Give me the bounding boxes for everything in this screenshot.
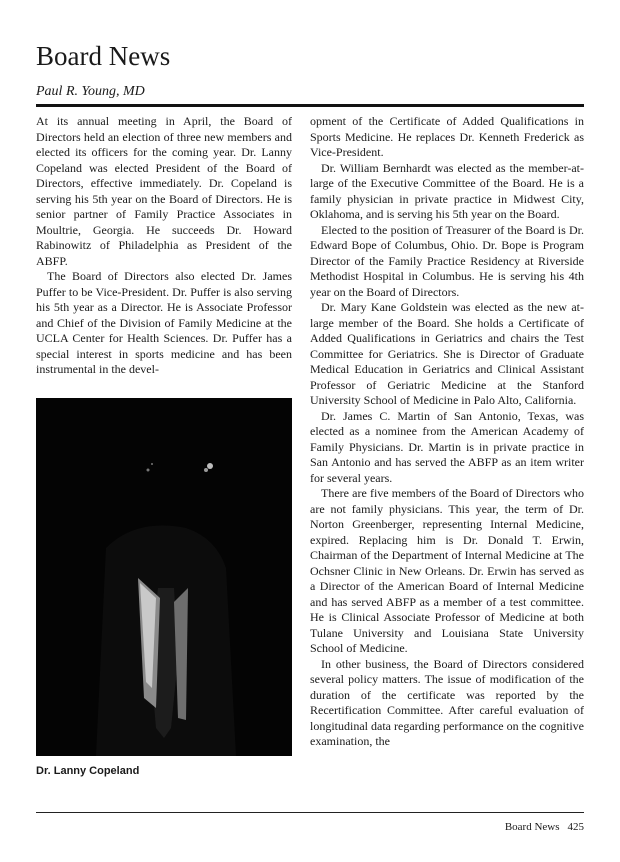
paragraph: At its annual meeting in April, the Board of Directors held an election of three new members and elected its officers for the coming year. Dr. Lanny Copeland was elected President of the Board of Directors, effective immediately. Dr. Copeland is serving his 5th year on the Board of Directors. He is senior partner of Family Practice Associates in Moultrie, Georgia. He succeeds Dr. Howard Rabinowitz of Philadelphia as President of the ABFP.: [36, 114, 292, 268]
photo-caption: Dr. Lanny Copeland: [36, 765, 140, 777]
right-column: [310, 114, 584, 750]
paragraph: There are five members of the Board of Directors who are not family physicians. This year, the term of Dr. Norton Greenberger, representing Internal Medicine, expired. Replacing him is Dr. Donald T. Erwin, Chairman of the Department of Internal Medicine at The Ochsner Clinic in New Orleans. Dr. Erwin has served as a Director of the American Board of Internal Medicine and has served ABFP as a member of a test committee. He is Clinical Associate Professor of Medicine at both Tulane University and Louisiana State University School of Medicine.: [310, 486, 584, 655]
paragraph: opment of the Certificate of Added Qualifications in Sports Medicine. He replaces Dr. Kenneth Frederick as Vice-President.: [310, 114, 584, 159]
header-rule: [36, 104, 584, 107]
left-column: [36, 114, 292, 378]
paragraph: The Board of Directors also elected Dr. James Puffer to be Vice-President. Dr. Puffer is also serving his 5th year as a Director. He is Associate Professor and Chief of the Division of Family Medicine at the UCLA Center for Health Sciences. Dr. Puffer has a special interest in sports medicine and has been instrumental in the devel-: [36, 269, 292, 376]
paragraph: Dr. Mary Kane Goldstein was elected as the new at-large member of the Board. She holds a Certificate of Added Qualifications in Geriatrics and chairs the Test Committee for Geriatrics. She is Director of Graduate Medical Education in Geriatrics and Clinical Assistant Professor of Geriatric Medicine at the Stanford University School of Medicine in Palo Alto, California.: [310, 300, 584, 407]
paragraph: Elected to the position of Treasurer of the Board is Dr. Edward Bope of Columbus, Ohio. Dr. Bope is Program Director of the Family Practice Residency at Riverside Methodist Hospital in Columbus. He is serving his 4th year on the Board of Directors.: [310, 222, 584, 299]
footer-section: Board News: [504, 821, 560, 833]
page-footer: [505, 820, 584, 834]
paragraph: Dr. James C. Martin of San Antonio, Texas, was elected as a nominee from the American Academy of Family Physicians. Dr. Martin is in private practice in San Antonio and has served the ABFP as an item writer for several years.: [310, 408, 584, 485]
portrait-photo: [36, 398, 292, 756]
portrait-image: [36, 398, 292, 756]
paragraph: Dr. William Bernhardt was elected as the member-at-large of the Executive Committee of the Board. He is a family physician in private practice in Midwest City, Oklahoma, and is serving his 5th year on the Board.: [310, 160, 584, 221]
footer-rule: [36, 812, 584, 813]
author-byline: Paul R. Young, MD: [36, 84, 145, 99]
page-title: Board News: [36, 41, 171, 71]
paragraph: In other business, the Board of Directors considered several policy matters. The issue of modification of the duration of the certificate was reported by the Recertification Committee. After careful evaluation of longitudinal data regarding performance on the cognitive examination, the: [310, 656, 584, 748]
page-number: 425: [567, 821, 584, 833]
